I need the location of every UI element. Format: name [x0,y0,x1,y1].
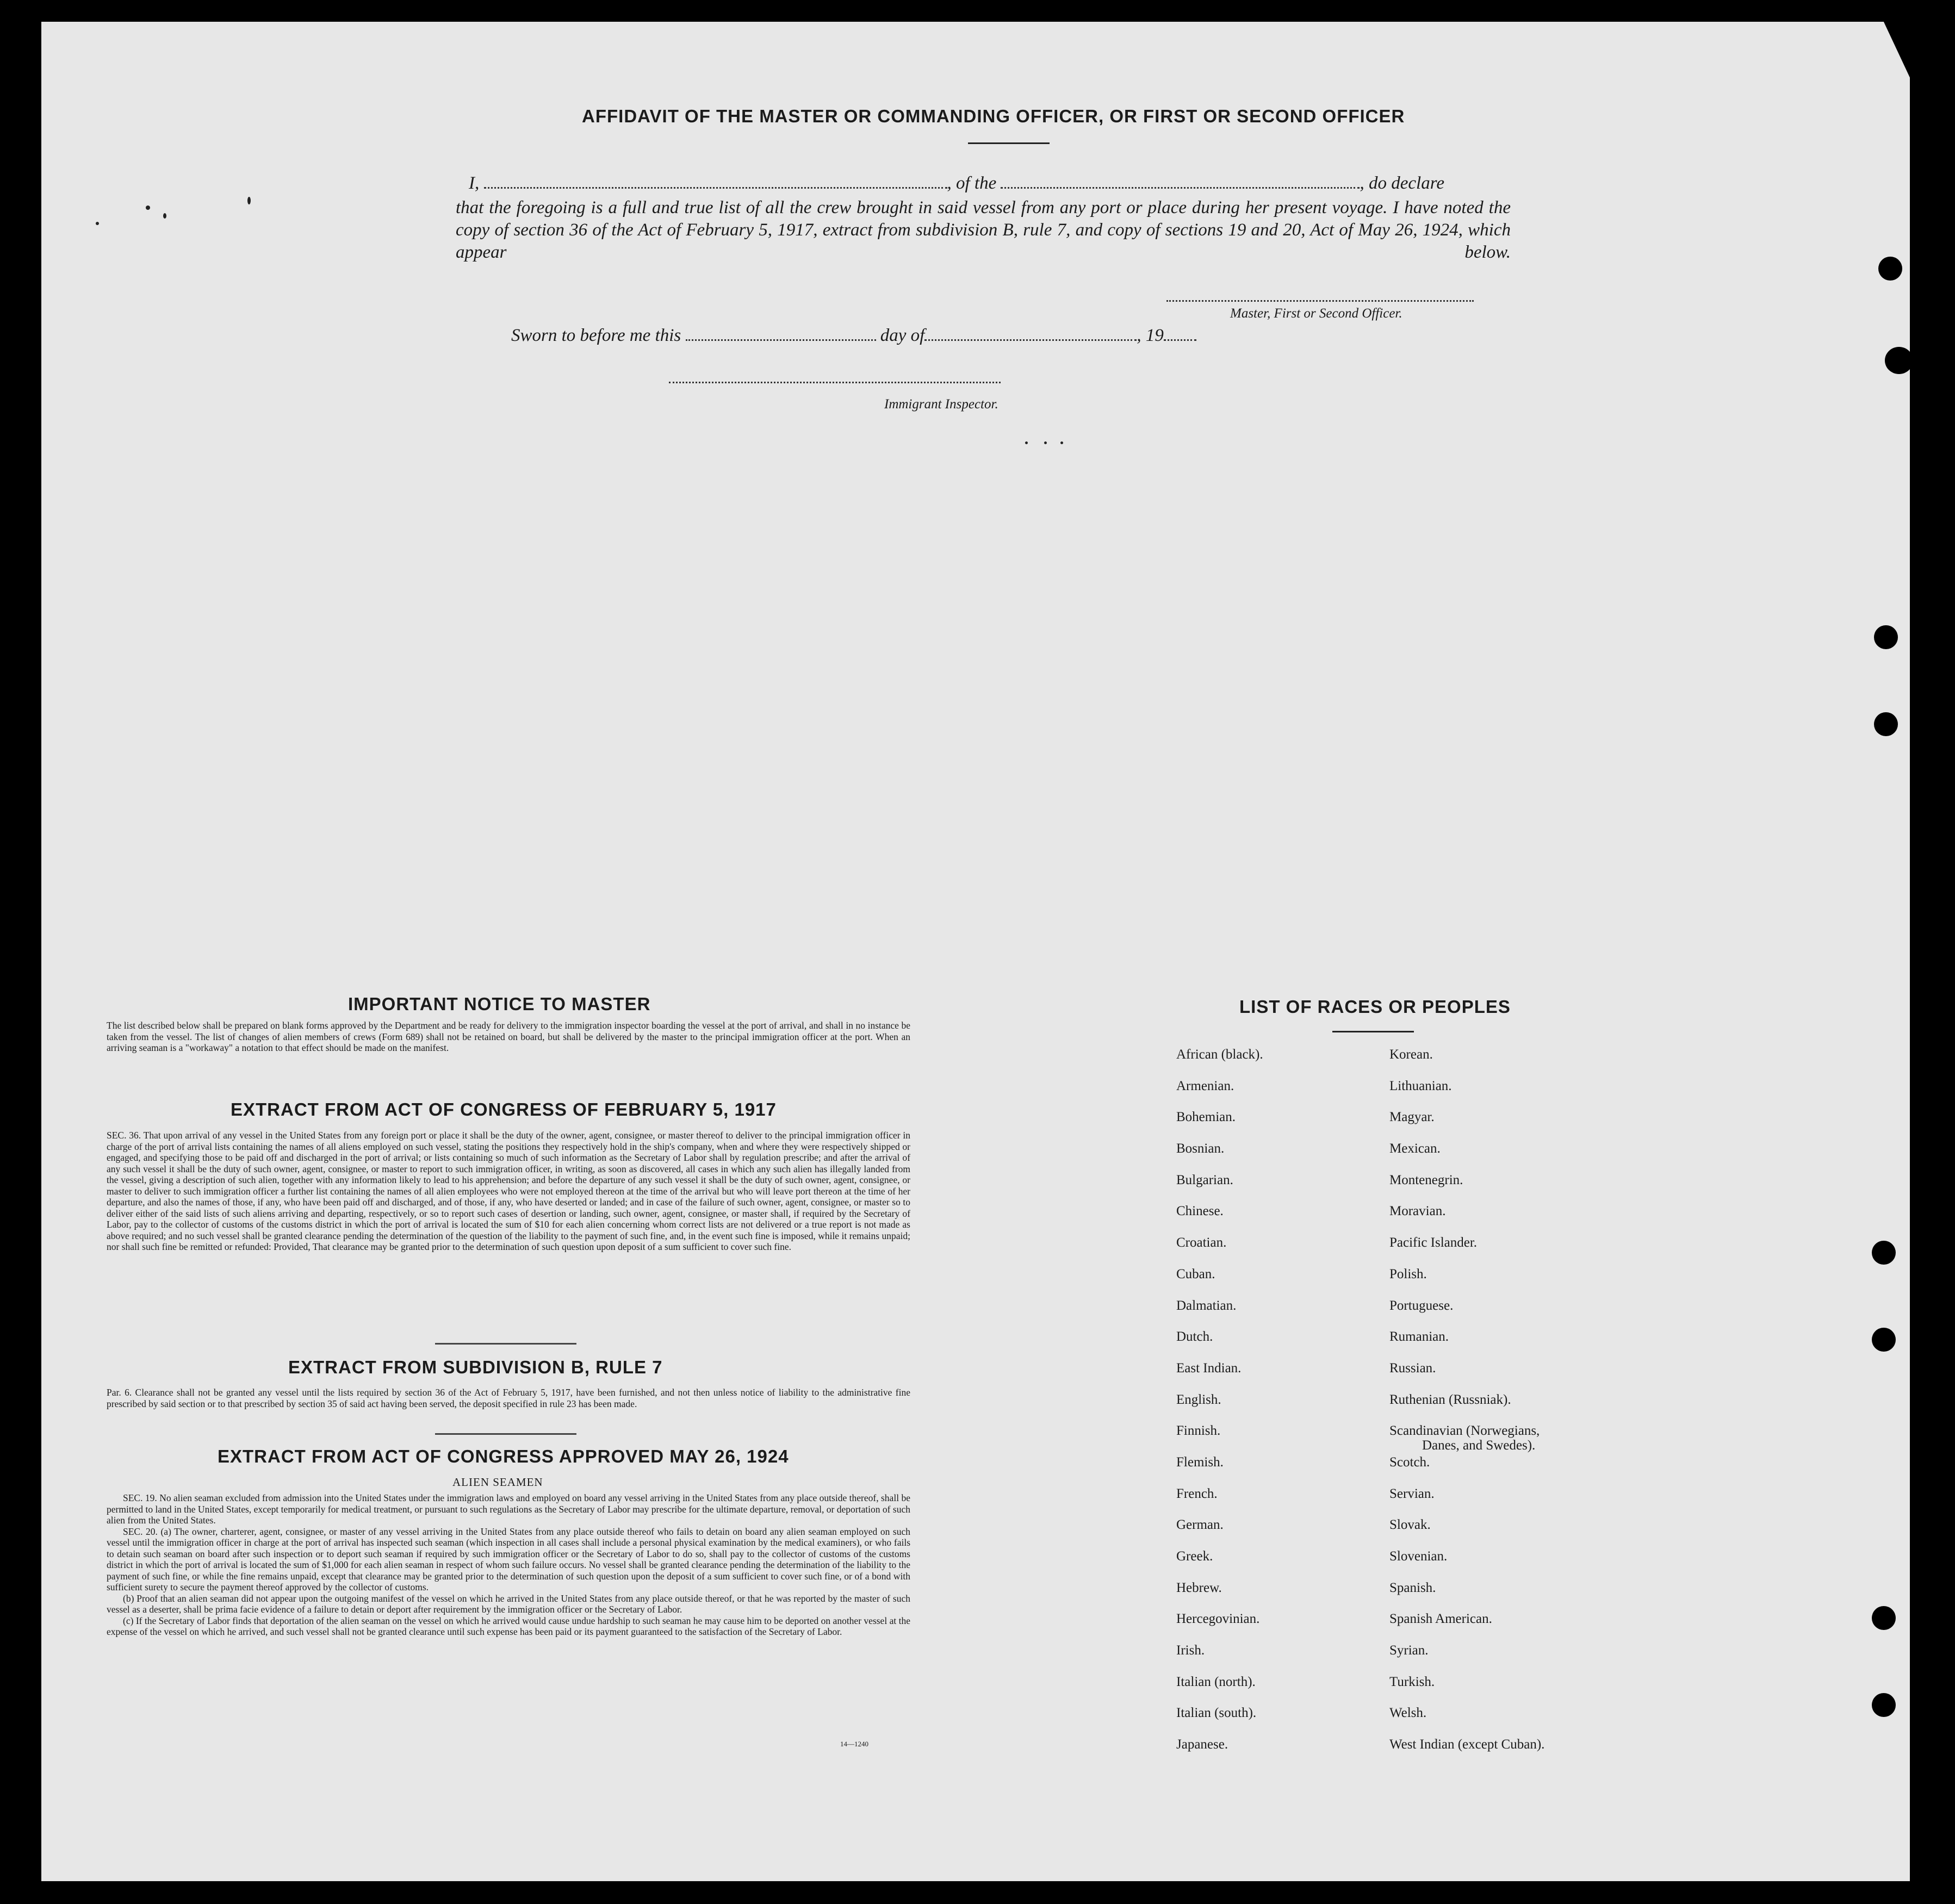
race-row [1176,1581,1611,1612]
race-entry: Flemish. [1176,1454,1224,1470]
race-entry: Lithuanian. [1389,1078,1452,1093]
race-entry: Rumanian. [1389,1329,1449,1345]
race-row [1176,1235,1611,1267]
affidavit-title: AFFIDAVIT OF THE MASTER OR COMMANDING OFFICER, OR FIRST OR SECOND OFFICER [582,106,1405,126]
race-entry: Italian (south). [1176,1706,1257,1721]
race-entry: Pacific Islander. [1389,1235,1478,1250]
race-row [1176,1298,1611,1330]
race-entry: Irish. [1176,1643,1205,1658]
race-row [1176,1047,1611,1079]
section-20b-text: (b) Proof that an alien seaman did not appear upon the outgoing manifest of the vessel on which he arrived in the United States from any place outside thereof, or that he was reported by the master of such vessel as a deserter, shall be prima facie evidence of a failure to detain or deport after requirement by the immigration officer or the Secretary of Labor. [107,1592,910,1615]
race-entry: French. [1176,1486,1218,1501]
race-row [1176,1455,1611,1486]
race-row [1176,1329,1611,1361]
sworn-line [511,325,1196,346]
form-number: 14—1240 [840,1740,868,1748]
race-entry: West Indian (except Cuban). [1389,1737,1545,1752]
notice-title: IMPORTANT NOTICE TO MASTER [348,994,651,1014]
title-divider [968,142,1050,144]
race-row [1176,1267,1611,1298]
race-row [1176,1361,1611,1392]
binder-hole [1872,1693,1896,1717]
race-row [1176,1486,1611,1518]
race-entry: Scotch. [1389,1454,1430,1470]
race-entry: Dutch. [1176,1329,1213,1345]
race-entry: Slovak. [1389,1517,1431,1533]
extract1-text: SEC. 36. That upon arrival of any vessel in the United States from any foreign port or place it shall be the duty of the owner, agent, consignee, or master thereof to deliver to the principal immigration officer in charge of the port of arrival lists containing the names of all aliens employed on such vessel, stating the positions they respectively hold in the ship's company, when and where they were respectively shipped or engaged, and specifying those to be paid off and discharged in the port of arrival; or lists containing so much of such information as the Secretary of Labor shall by regulation prescribe; and after the arrival of any such vessel it shall be the duty of such owner, agent, consignee, or master to report to such immigration officer, in writing, as soon as discovered, all cases in which any such alien has illegally landed from the vessel, giving a description of such alien, together with any information likely to lead to his apprehension; and before the departure of any such vessel it shall be the duty of such owner, agent, consignee, or master to deliver to such immigration officer a further list containing the names of all alien employees who were not employed thereon at the time of the arrival but who will leave port thereon at the time of her departure, and also the names of those, if any, who have been paid off and discharged, and of those, if any, who have deserted or landed; and in case of the failure of such owner, agent, consignee, or master so to deliver either of the said lists of such aliens arriving and departing, respectively, or so to report such cases of desertion or landing, such owner, agent, consignee, or master shall, if required by the Secretary of Labor, pay to the collector of customs of the customs district in which the port of arrival is located the sum of $10 for each alien concerning whom correct lists are not delivered or a true report is not made as above required; and no such vessel shall be granted clearance pending the determination of the question of the liability to the payment of such fine, and, in the event such fine is imposed, while it remains unpaid; nor shall such fine be remitted or refunded: Provided, That clearance may be granted prior to the determination of such question upon deposit of a sum sufficient to cover such fine. [107,1130,910,1252]
binder-hole [1872,1241,1896,1265]
ink-speck [163,213,166,219]
race-row [1176,1643,1611,1675]
race-entry: Turkish. [1389,1674,1435,1689]
race-entry: Magyar. [1389,1110,1435,1125]
races-list [1176,1047,1611,1769]
race-row [1176,1423,1611,1455]
race-entry: Moravian. [1389,1204,1446,1219]
race-row [1176,1079,1611,1110]
binder-hole [1885,347,1913,374]
race-entry: Ruthenian (Russniak). [1389,1392,1511,1407]
race-row [1176,1737,1611,1769]
ink-speck [1044,441,1047,444]
race-entry: Bohemian. [1176,1110,1236,1125]
race-entry: Portuguese. [1389,1298,1454,1313]
race-entry: Slovenian. [1389,1549,1448,1564]
races-title: LIST OF RACES OR PEOPLES [1239,997,1511,1017]
binder-hole [1872,1328,1896,1352]
race-entry: Chinese. [1176,1204,1224,1219]
race-row [1176,1517,1611,1549]
race-row [1176,1141,1611,1173]
race-entry: Spanish. [1389,1580,1436,1595]
race-entry: Korean. [1389,1047,1433,1062]
ink-speck [146,206,150,210]
race-entry: Japanese. [1176,1737,1228,1752]
race-entry: Russian. [1389,1360,1436,1376]
sworn-prefix: Sworn to before me this [511,326,681,345]
ink-speck [1025,441,1028,444]
inspector-signature-field[interactable] [669,382,1001,383]
race-entry: Hercegovinian. [1176,1611,1260,1627]
sworn-day-of: day of [880,326,925,345]
race-entry: English. [1176,1392,1221,1407]
race-entry: Cuban. [1176,1266,1215,1281]
race-entry-continuation: Danes, and Swedes). [1422,1438,1536,1453]
race-entry: Finnish. [1176,1423,1221,1439]
extract3-title: EXTRACT FROM ACT OF CONGRESS APPROVED MAY 26, 1924 [218,1446,789,1466]
extract3-text [107,1492,910,1638]
race-entry: Servian. [1389,1486,1435,1501]
race-entry: Mexican. [1389,1141,1441,1156]
ink-speck [96,222,99,225]
sworn-year: , 19 [1137,326,1164,345]
race-entry: Welsh. [1389,1706,1427,1721]
sworn-year-field[interactable] [1164,325,1196,341]
race-entry: Italian (north). [1176,1674,1256,1689]
race-entry: Bosnian. [1176,1141,1225,1156]
race-entry: Croatian. [1176,1235,1227,1250]
sworn-day-field[interactable] [686,325,876,341]
race-entry: German. [1176,1517,1224,1533]
race-row [1176,1173,1611,1204]
section-divider [435,1433,576,1435]
race-row [1176,1392,1611,1424]
affidavit-i: I, [469,173,480,193]
binder-hole [1874,625,1898,649]
race-entry: Syrian. [1389,1643,1429,1658]
extract2-title: EXTRACT FROM SUBDIVISION B, RULE 7 [288,1357,663,1377]
race-entry: Greek. [1176,1549,1213,1564]
section-divider [435,1343,576,1345]
affidavit-of-the: , of the [947,173,997,193]
alien-seamen-heading: ALIEN SEAMEN [452,1476,543,1489]
race-row [1176,1611,1611,1643]
section-20c-text: (c) If the Secretary of Labor finds that deportation of the alien seaman on the vessel on which he arrived would cause undue hardship to such seaman he may cause him to be deported on another vessel at the expense of the vessel on which he arrived, and such vessel shall not be granted clearance until such expense has been paid or its payment guaranteed to the satisfaction of the Secretary of Labor. [107,1615,910,1637]
race-entry: Montenegrin. [1389,1172,1463,1187]
ink-speck [1060,441,1063,444]
race-entry: Polish. [1389,1266,1427,1281]
vessel-blank-field[interactable] [1001,173,1360,189]
race-row [1176,1549,1611,1581]
race-row [1176,1675,1611,1706]
race-entry: African (black). [1176,1047,1263,1062]
binder-hole [1872,1606,1896,1630]
signature-blank-field[interactable] [1166,300,1474,302]
section-19-text: SEC. 19. No alien seaman excluded from admission into the United States under the immigration laws and employed on board any vessel arriving in the United States from any place outside thereof, shall be permitted to land in the United States, except temporarily for medical treatment, or pursuant to such regulations as the Secretary of Labor may prescribe for the ultimate departure, removal, or deportation of such alien from the United States. [107,1492,910,1526]
name-blank-field[interactable] [484,173,947,189]
race-entry: East Indian. [1176,1360,1242,1376]
extract2-text: Par. 6. Clearance shall not be granted any vessel until the lists required by section 36 of the Act of February 5, 1917, have been furnished, and not then unless notice of liability to the administrative fine prescribed by said section or to that prescribed by section 35 of said act having been served, the deposit specified in rule 23 has been made. [107,1387,910,1409]
race-entry: Hebrew. [1176,1580,1222,1595]
affidavit-declare: , do declare [1360,173,1444,193]
ink-speck [247,197,251,204]
race-entry: Spanish American. [1389,1611,1492,1627]
inspector-label: Immigrant Inspector. [884,397,998,412]
affidavit-declaration-line [469,173,1444,194]
notice-text: The list described below shall be prepared on blank forms approved by the Department and be ready for delivery to the immigration inspector boarding the vessel at the port of arrival, and shall in no instance be taken from the vessel. The list of changes of alien members of crews (Form 689) shall not be retained on board, but shall be delivered by the master to the principal immigration officer at the port. When an arriving seaman is a "workaway" a notation to that effect should be made on the manifest. [107,1020,910,1053]
race-row [1176,1204,1611,1235]
race-entry: Scandinavian (Norwegians, Danes, and Swedes). [1389,1423,1540,1453]
signature-label: Master, First or Second Officer. [1230,306,1402,321]
race-entry: Dalmatian. [1176,1298,1237,1313]
affidavit-body: that the foregoing is a full and true list of all the crew brought in said vessel from any port or place during her present voyage. I have noted the copy of section 36 of the Act of February 5, 1917, extract from subdivision B, rule 7, and copy of sections 19 and 20, Act of May 26, 1924, which appear below. [456,198,1511,262]
title-divider [1332,1031,1414,1032]
extract1-title: EXTRACT FROM ACT OF CONGRESS OF FEBRUARY 5, 1917 [231,1099,777,1119]
race-row [1176,1110,1611,1141]
sworn-month-field[interactable] [924,325,1137,341]
binder-hole [1878,257,1902,281]
binder-hole [1874,712,1898,736]
race-entry: Armenian. [1176,1078,1234,1093]
race-row [1176,1706,1611,1737]
race-entry: Bulgarian. [1176,1172,1233,1187]
section-20a-text: SEC. 20. (a) The owner, charterer, agent, consignee, or master of any vessel arriving in the United States from any place outside thereof who fails to detain on board any alien seaman employed on such vessel until the immigration officer in charge at the port of arrival has inspected such seaman (which inspection in all cases shall include a personal physical examination by the medical examiners), or who fails to detain such seaman on board after such inspection or to deport such seaman if required by such immigration officer or the Secretary of Labor to do so, shall pay to the collector of customs of the customs district in which the port of arrival is located the sum of $1,000 for each alien seaman in respect of whom such failure occurs. No vessel shall be granted clearance pending the determination of the liability to the payment of such fine, or while the fine remains unpaid, except that clearance may be granted prior to the determination of such question upon the deposit of a sum sufficient to cover such fine, or of a bond with sufficient surety to secure the payment thereof approved by the collector of customs. [107,1526,910,1592]
